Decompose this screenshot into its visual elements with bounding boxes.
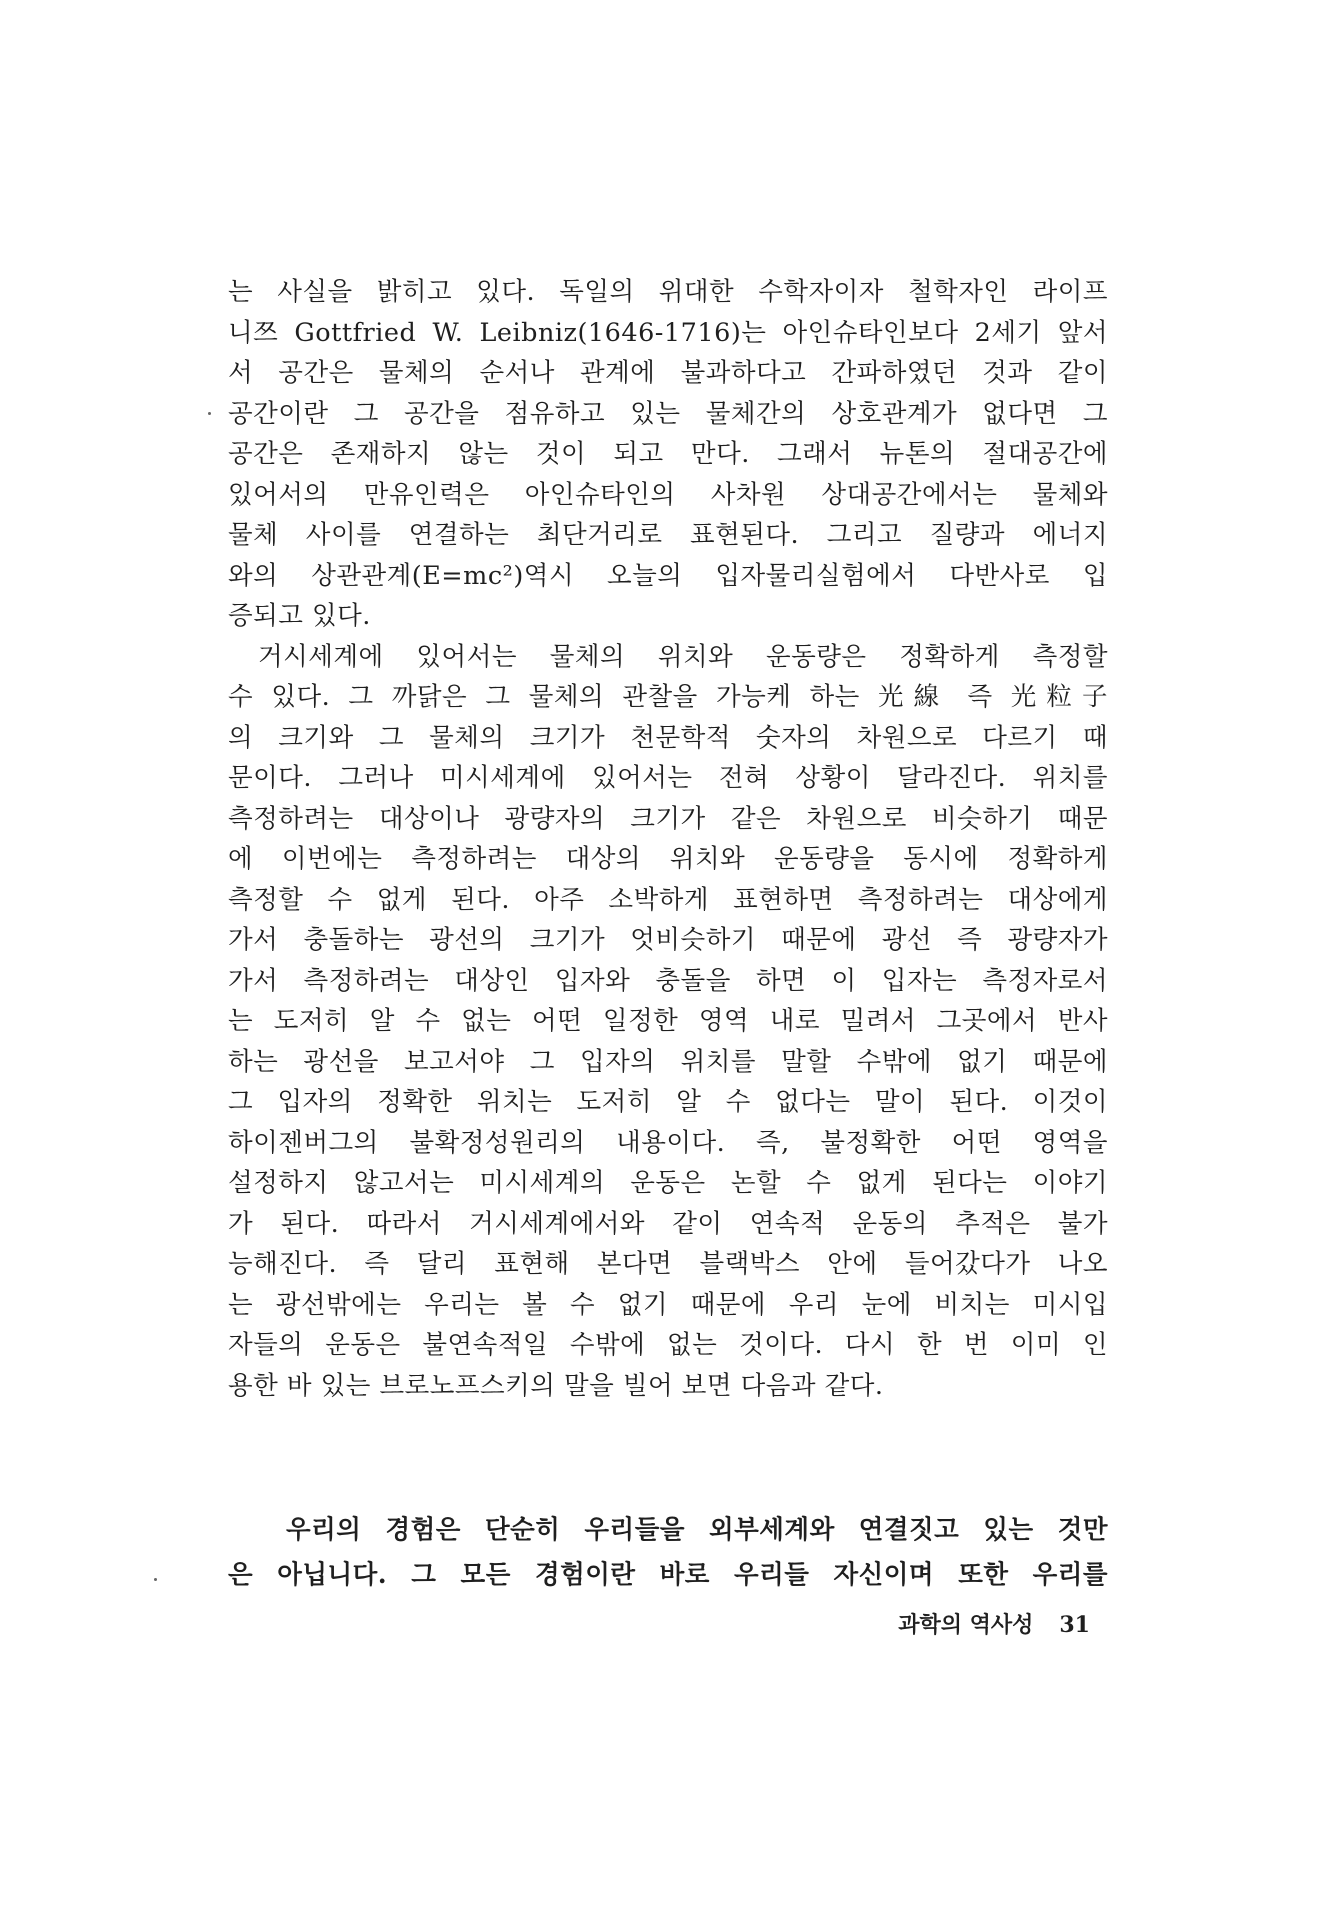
text-line: 니쯔 Gottfried W. Leibniz(1646-1716)는 아인슈타인보다 2세기 앞서 [228,317,1108,348]
text-line: 공간이란 그 공간을 점유하고 있는 물체간의 상호관계가 없다면 그 [228,398,1108,429]
text-line: 있어서의 만유인력은 아인슈타인의 사차원 상대공간에서는 물체와 [228,479,1108,510]
text-line: 와의 상관관계(E=mc²)역시 오늘의 입자물리실험에서 다반사로 입 [228,560,1108,591]
block-quote [228,1508,1108,1598]
text-line: 가서 측정하려는 대상인 입자와 충돌을 하면 이 입자는 측정자로서 [228,965,1108,996]
text-line: 서 공간은 물체의 순서나 관계에 불과하다고 간파하였던 것과 같이 [228,358,1108,388]
text-line: 에 이번에는 측정하려는 대상의 위치와 운동량을 동시에 정확하게 [228,844,1108,874]
text-line: 문이다. 그러나 미시세계에 있어서는 전혀 상황이 달라진다. 위치를 [228,763,1108,793]
text-line: 자들의 운동은 불연속적일 수밖에 없는 것이다. 다시 한 번 이미 인 [228,1330,1108,1360]
page-footer [0,1608,1090,1639]
text-line: 물체 사이를 연결하는 최단거리로 표현된다. 그리고 질량과 에너지 [228,520,1108,550]
text-line: 능해진다. 즉 달리 표현해 본다면 블랙박스 안에 들어갔다가 나오 [228,1249,1108,1279]
text-line: 하는 광선을 보고서야 그 입자의 위치를 말할 수밖에 없기 때문에 [228,1046,1108,1077]
paragraph-start-line: 거시세계에 있어서는 물체의 위치와 운동량은 정확하게 측정할 [258,641,1108,672]
text-line: 의 크기와 그 물체의 크기가 천문학적 숫자의 차원으로 다르기 때 [228,722,1108,753]
text-line: 는 사실을 밝히고 있다. 독일의 위대한 수학자이자 철학자인 라이프 [228,277,1108,307]
quote-line: 은 아닙니다. 그 모든 경험이란 바로 우리들 자신이며 또한 우리를 [228,1560,1108,1590]
text-line: 수 있다. 그 까닭은 그 물체의 관찰을 가능케 하는 光線 즉 光粒子 [228,682,1108,712]
scan-speck [208,412,211,415]
text-line: 그 입자의 정확한 위치는 도저히 알 수 없다는 말이 된다. 이것이 [228,1087,1108,1117]
text-line: 는 도저히 알 수 없는 어떤 일정한 영역 내로 밀려서 그곳에서 반사 [228,1006,1108,1036]
body-text [228,272,1108,1406]
scan-speck [154,1578,157,1581]
text-line: 증되고 있다. [228,601,371,631]
text-line: 가 된다. 따라서 거시세계에서와 같이 연속적 운동의 추적은 불가 [228,1208,1108,1239]
text-line: 설정하지 않고서는 미시세계의 운동은 논할 수 없게 된다는 이야기 [228,1168,1108,1198]
page-number: 31 [1059,1612,1090,1638]
text-line: 공간은 존재하지 않는 것이 되고 만다. 그래서 뉴톤의 절대공간에 [228,439,1108,469]
text-line: 가서 충돌하는 광선의 크기가 엇비슷하기 때문에 광선 즉 광량자가 [228,925,1108,955]
text-line: 용한 바 있는 브로노프스키의 말을 빌어 보면 다음과 같다. [228,1370,884,1401]
text-line: 하이젠버그의 불확정성원리의 내용이다. 즉, 불정확한 어떤 영역을 [228,1127,1108,1158]
text-line: 측정하려는 대상이나 광량자의 크기가 같은 차원으로 비슷하기 때문 [228,803,1108,834]
text-line: 는 광선밖에는 우리는 볼 수 없기 때문에 우리 눈에 비치는 미시입 [228,1289,1108,1320]
text-line: 측정할 수 없게 된다. 아주 소박하게 표현하면 측정하려는 대상에게 [228,884,1108,915]
running-title: 과학의 역사성 [898,1612,1034,1638]
quote-line: 우리의 경험은 단순히 우리들을 외부세계와 연결짓고 있는 것만 [286,1515,1108,1545]
